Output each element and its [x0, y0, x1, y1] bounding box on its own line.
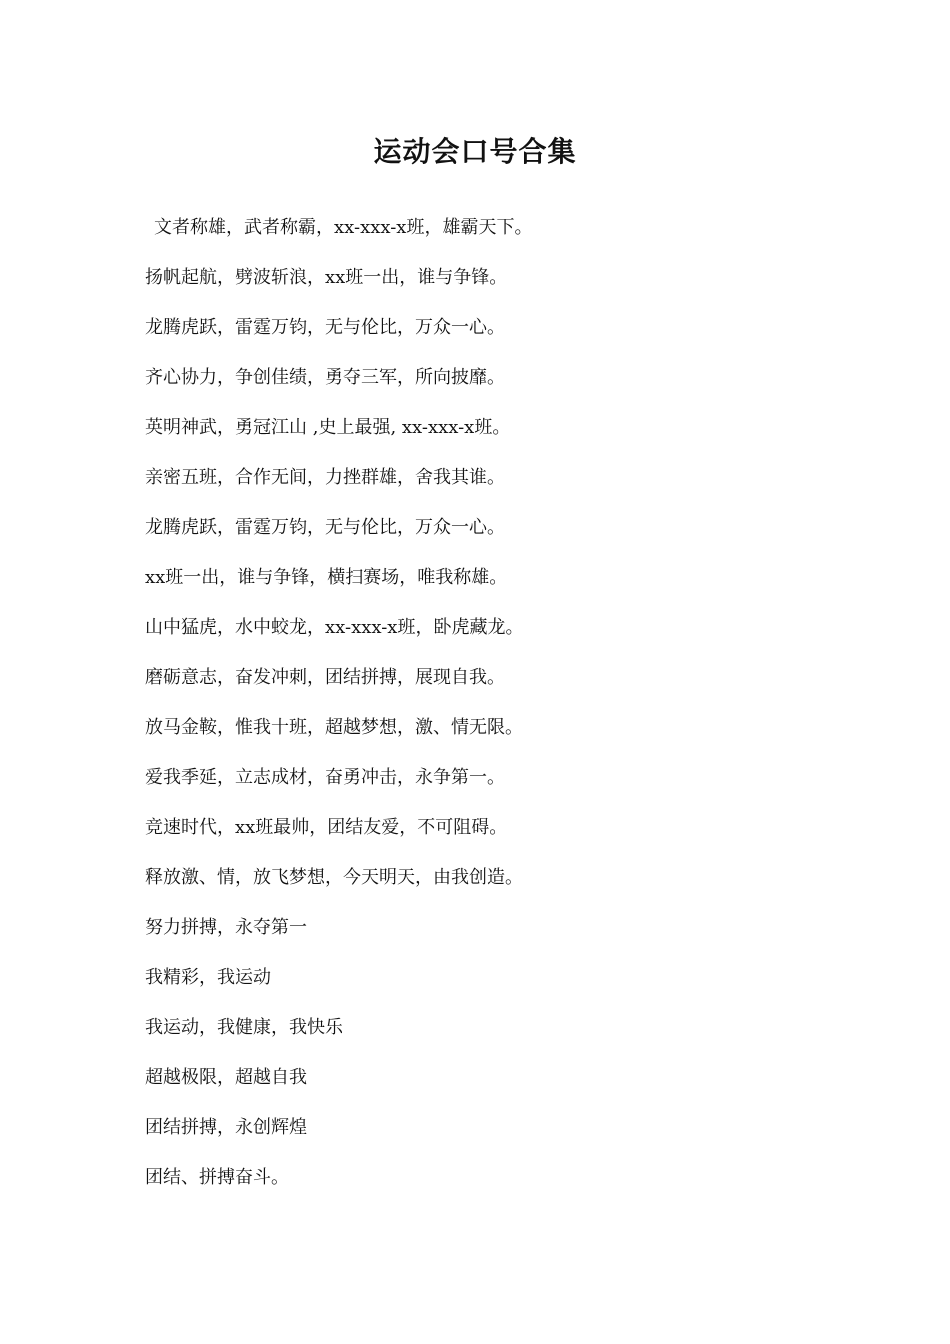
slogan-line: 努力拼搏，永夺第一	[145, 917, 307, 938]
slogan-line: 竞速时代，xx班最帅，团结友爱，不可阻碍。	[145, 817, 508, 838]
slogan-list	[145, 203, 825, 1203]
slogan-line: 超越极限，超越自我	[145, 1067, 307, 1088]
slogan-line: 龙腾虎跃，雷霆万钧，无与伦比，万众一心。	[145, 317, 505, 338]
slogan-line: 文者称雄，武者称霸，xx-xxx-x班，雄霸天下。	[154, 217, 533, 238]
slogan-line: 团结拼搏，永创辉煌	[145, 1117, 307, 1138]
slogan-line: 亲密五班，合作无间，力挫群雄，舍我其谁。	[145, 467, 505, 488]
slogan-line: 英明神武，勇冠江山 ,史上最强, xx-xxx-x班。	[145, 417, 511, 438]
slogan-line: xx班一出，谁与争锋，横扫赛场，唯我称雄。	[145, 567, 508, 588]
slogan-line: 山中猛虎，水中蛟龙，xx-xxx-x班，卧虎藏龙。	[145, 617, 524, 638]
slogan-line: 放马金鞍，惟我十班，超越梦想，激、情无限。	[145, 717, 523, 738]
slogan-line: 爱我季延，立志成材，奋勇冲击，永争第一。	[145, 767, 505, 788]
slogan-line: 扬帆起航，劈波斩浪，xx班一出，谁与争锋。	[145, 267, 508, 288]
document-title: 运动会口号合集	[373, 135, 577, 168]
slogan-line: 释放激、情，放飞梦想，今天明天，由我创造。	[145, 867, 523, 888]
slogan-line: 我运动，我健康，我快乐	[145, 1017, 343, 1038]
slogan-line: 磨砺意志，奋发冲刺，团结拼搏，展现自我。	[145, 667, 505, 688]
slogan-line: 龙腾虎跃，雷霆万钧，无与伦比，万众一心。	[145, 517, 505, 538]
slogan-line: 团结、拼搏奋斗。	[145, 1167, 289, 1188]
slogan-line: 齐心协力，争创佳绩，勇夺三军，所向披靡。	[145, 367, 505, 388]
slogan-line: 我精彩，我运动	[145, 967, 271, 988]
